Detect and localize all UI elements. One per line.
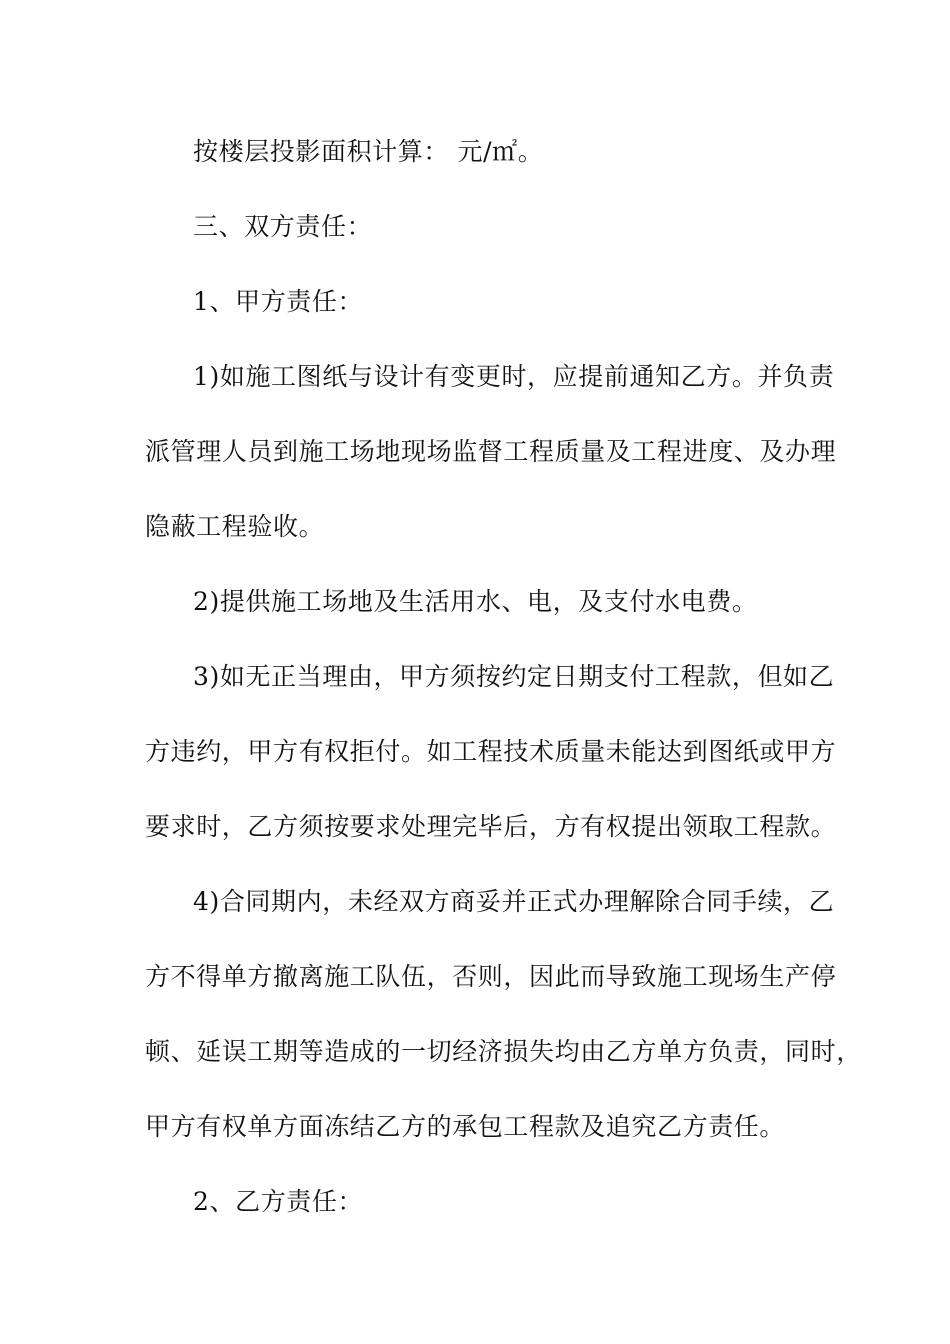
paragraph-line: 派管理人员到施工场地现场监督工程质量及工程进度、及办理 [145,437,837,466]
paragraph-line: 要求时，乙方须按要求处理完毕后，方有权提出领取工程款。 [145,812,837,841]
subheading-party-a: 1、甲方责任： [193,287,364,316]
pricing-line: 按楼层投影面积计算： 元/㎡。 [193,137,544,166]
paragraph-line: 顿、延误工期等造成的一切经济损失均由乙方单方负责，同时， [145,1037,862,1066]
paragraph-line: 隐蔽工程验收。 [145,512,325,541]
section-heading-responsibilities: 三、双方责任： [193,212,373,241]
paragraph-line: 方不得单方撤离施工队伍，否则，因此而导致施工现场生产停 [145,962,837,991]
paragraph-line: 4)合同期内，未经双方商妥并正式办理解除合同手续，乙 [193,887,835,916]
paragraph-line: 3)如无正当理由，甲方须按约定日期支付工程款，但如乙 [193,662,835,691]
paragraph-line: 方违约，甲方有权拒付。如工程技术质量未能达到图纸或甲方 [145,737,837,766]
subheading-party-b: 2、乙方责任： [193,1187,364,1216]
paragraph-line: 甲方有权单方面冻结乙方的承包工程款及追究乙方责任。 [145,1112,786,1141]
paragraph-line: 2)提供施工场地及生活用水、电，及支付水电费。 [193,587,758,616]
paragraph-line: 1)如施工图纸与设计有变更时，应提前通知乙方。并负责 [193,362,835,391]
